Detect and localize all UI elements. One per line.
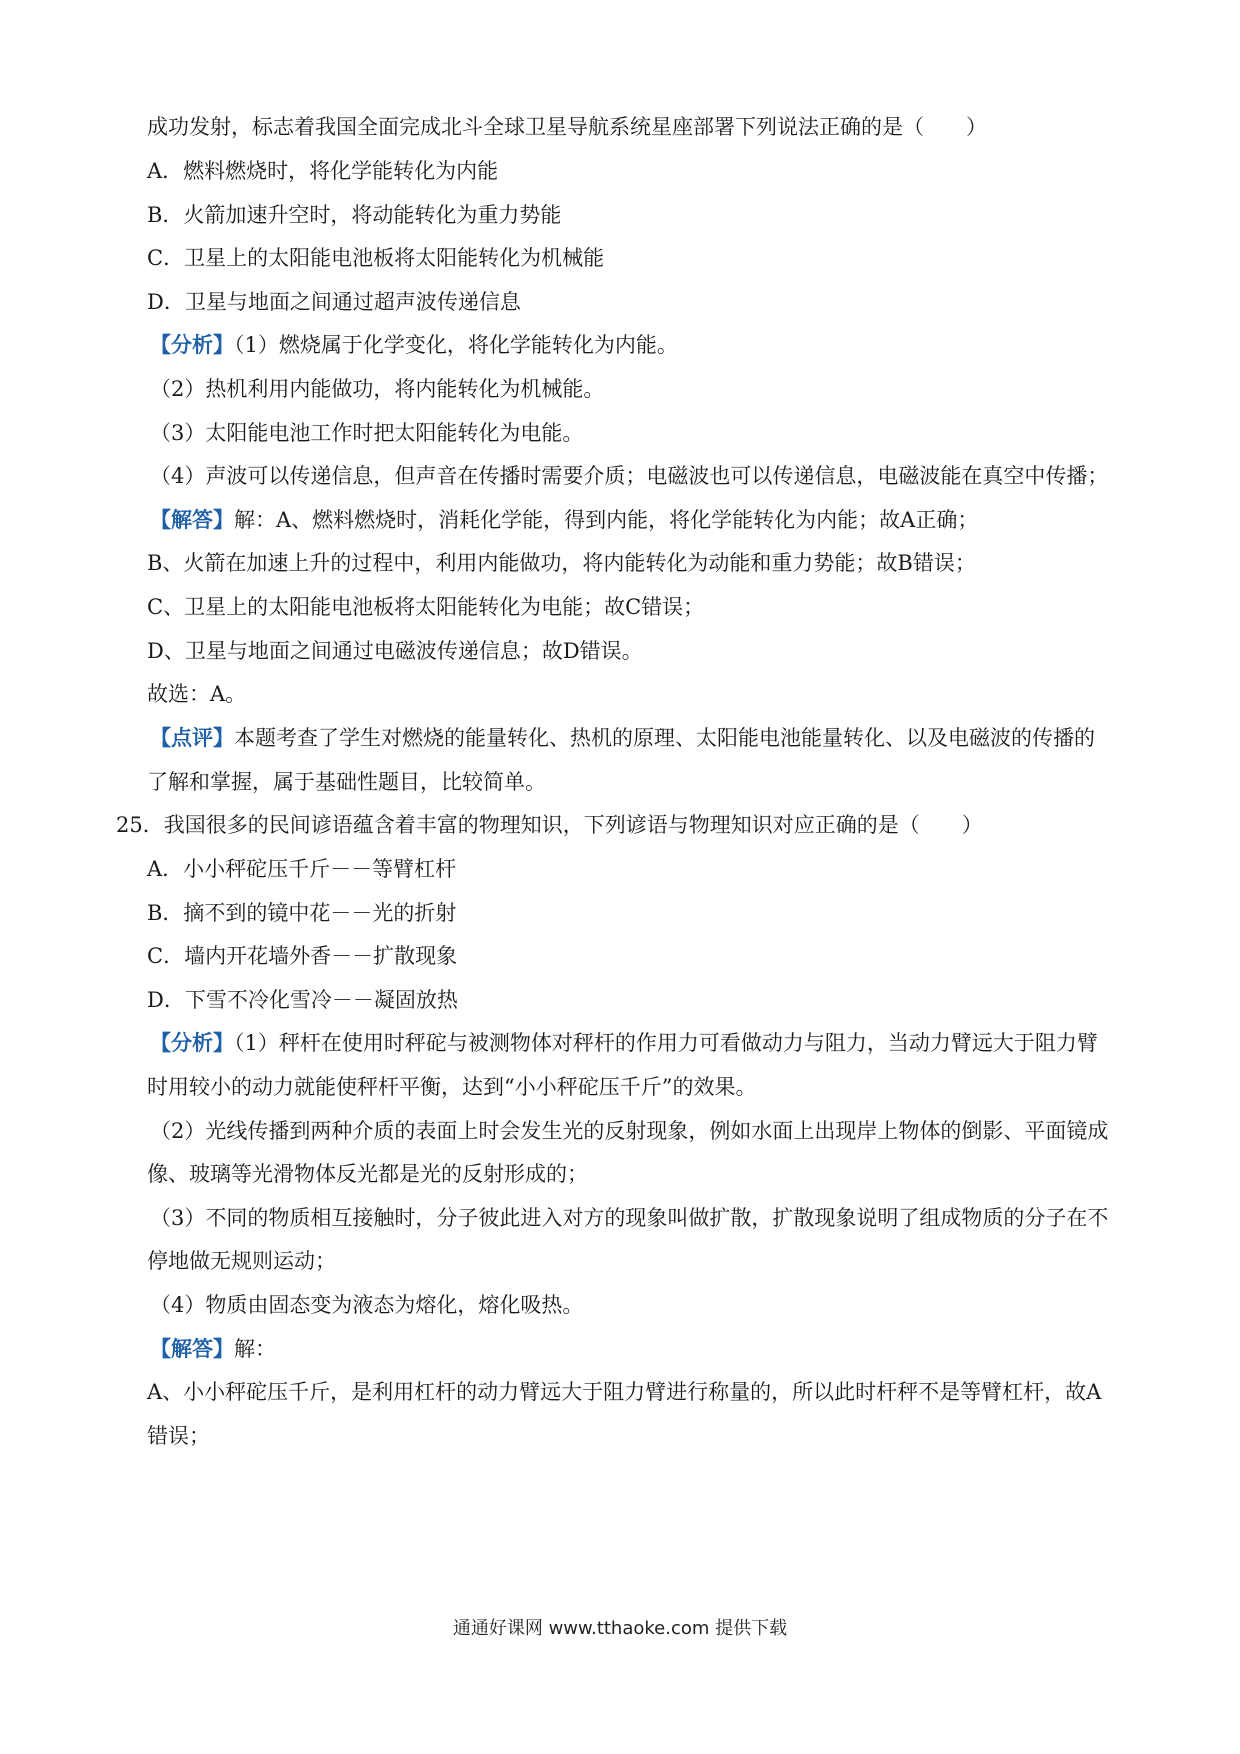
answer-tag: 【解答】 xyxy=(150,1336,234,1361)
answer-text: 解：A、燃料燃烧时，消耗化学能，得到内能，将化学能转化为内能；故A正确； xyxy=(234,508,979,532)
answer-text: 解： xyxy=(234,1337,276,1361)
option-d: D．下雪不冷化雪冷－－凝固放热 xyxy=(147,988,458,1012)
comment-tag: 【点评】 xyxy=(150,725,234,750)
analysis-tag: 【分析】 xyxy=(150,1030,234,1055)
analysis-line: （2）光线传播到两种介质的表面上时会发生光的反射现象，例如水面上出现岸上物体的倒影、平面镜成 xyxy=(150,1119,1109,1143)
answer-line xyxy=(150,505,978,535)
answer-line: 故选：A。 xyxy=(147,682,247,706)
answer-line: D、卫星与地面之间通过电磁波传递信息；故D错误。 xyxy=(147,639,643,663)
answer-line: A、小小秤砣压千斤，是利用杠杆的动力臂远大于阻力臂进行称量的，所以此时杆秤不是等臂杠杆，故A xyxy=(147,1380,1102,1404)
option-a: A．燃料燃烧时，将化学能转化为内能 xyxy=(147,159,499,183)
answer-tag: 【解答】 xyxy=(150,507,234,532)
analysis-line: （3）不同的物质相互接触时，分子彼此进入对方的现象叫做扩散，扩散现象说明了组成物质的分子在不 xyxy=(150,1206,1109,1230)
answer-line: C、卫星上的太阳能电池板将太阳能转化为电能；故C错误； xyxy=(147,595,705,619)
analysis-line: （2）热机利用内能做功，将内能转化为机械能。 xyxy=(150,377,605,401)
answer-line: B、火箭在加速上升的过程中，利用内能做功，将内能转化为动能和重力势能；故B错误； xyxy=(147,551,976,575)
analysis-line xyxy=(150,330,678,360)
page-footer[interactable]: 通通好课网 www.tthaoke.com 提供下载 xyxy=(452,1618,788,1639)
answer-line: 错误； xyxy=(147,1424,210,1448)
comment-line: 了解和掌握，属于基础性题目，比较简单。 xyxy=(147,770,546,794)
analysis-line: （4）声波可以传递信息，但声音在传播时需要介质；电磁波也可以传递信息，电磁波能在真空中传播； xyxy=(150,464,1109,488)
option-b: B．火箭加速升空时，将动能转化为重力势能 xyxy=(147,203,562,227)
analysis-line: 停地做无规则运动； xyxy=(147,1249,336,1273)
analysis-text: （1）秤杆在使用时秤砣与被测物体对秤杆的作用力可看做动力与阻力，当动力臂远大于阻力臂 xyxy=(234,1031,1098,1055)
question-stem: 25．我国很多的民间谚语蕴含着丰富的物理知识，下列谚语与物理知识对应正确的是（ ） xyxy=(116,813,983,837)
question-stem: 成功发射，标志着我国全面完成北斗全球卫星导航系统星座部署下列说法正确的是（ ） xyxy=(147,115,987,139)
analysis-text: （1）燃烧属于化学变化，将化学能转化为内能。 xyxy=(234,333,678,357)
analysis-line: （3）太阳能电池工作时把太阳能转化为电能。 xyxy=(150,421,584,445)
analysis-tag: 【分析】 xyxy=(150,332,234,357)
answer-line xyxy=(150,1334,276,1364)
option-b: B．摘不到的镜中花－－光的折射 xyxy=(147,901,457,925)
analysis-line xyxy=(150,1028,1098,1058)
analysis-line: （4）物质由固态变为液态为熔化，熔化吸热。 xyxy=(150,1293,584,1317)
analysis-line: 像、玻璃等光滑物体反光都是光的反射形成的； xyxy=(147,1162,588,1186)
option-c: C．卫星上的太阳能电池板将太阳能转化为机械能 xyxy=(147,246,605,270)
option-d: D．卫星与地面之间通过超声波传递信息 xyxy=(147,290,521,314)
comment-line xyxy=(150,723,1095,753)
option-a: A．小小秤砣压千斤－－等臂杠杆 xyxy=(147,857,457,881)
comment-text: 本题考查了学生对燃烧的能量转化、热机的原理、太阳能电池能量转化、以及电磁波的传播的 xyxy=(234,726,1095,750)
option-c: C．墙内开花墙外香－－扩散现象 xyxy=(147,944,458,968)
analysis-line: 时用较小的动力就能使秤杆平衡，达到“小小秤砣压千斤”的效果。 xyxy=(147,1075,757,1099)
